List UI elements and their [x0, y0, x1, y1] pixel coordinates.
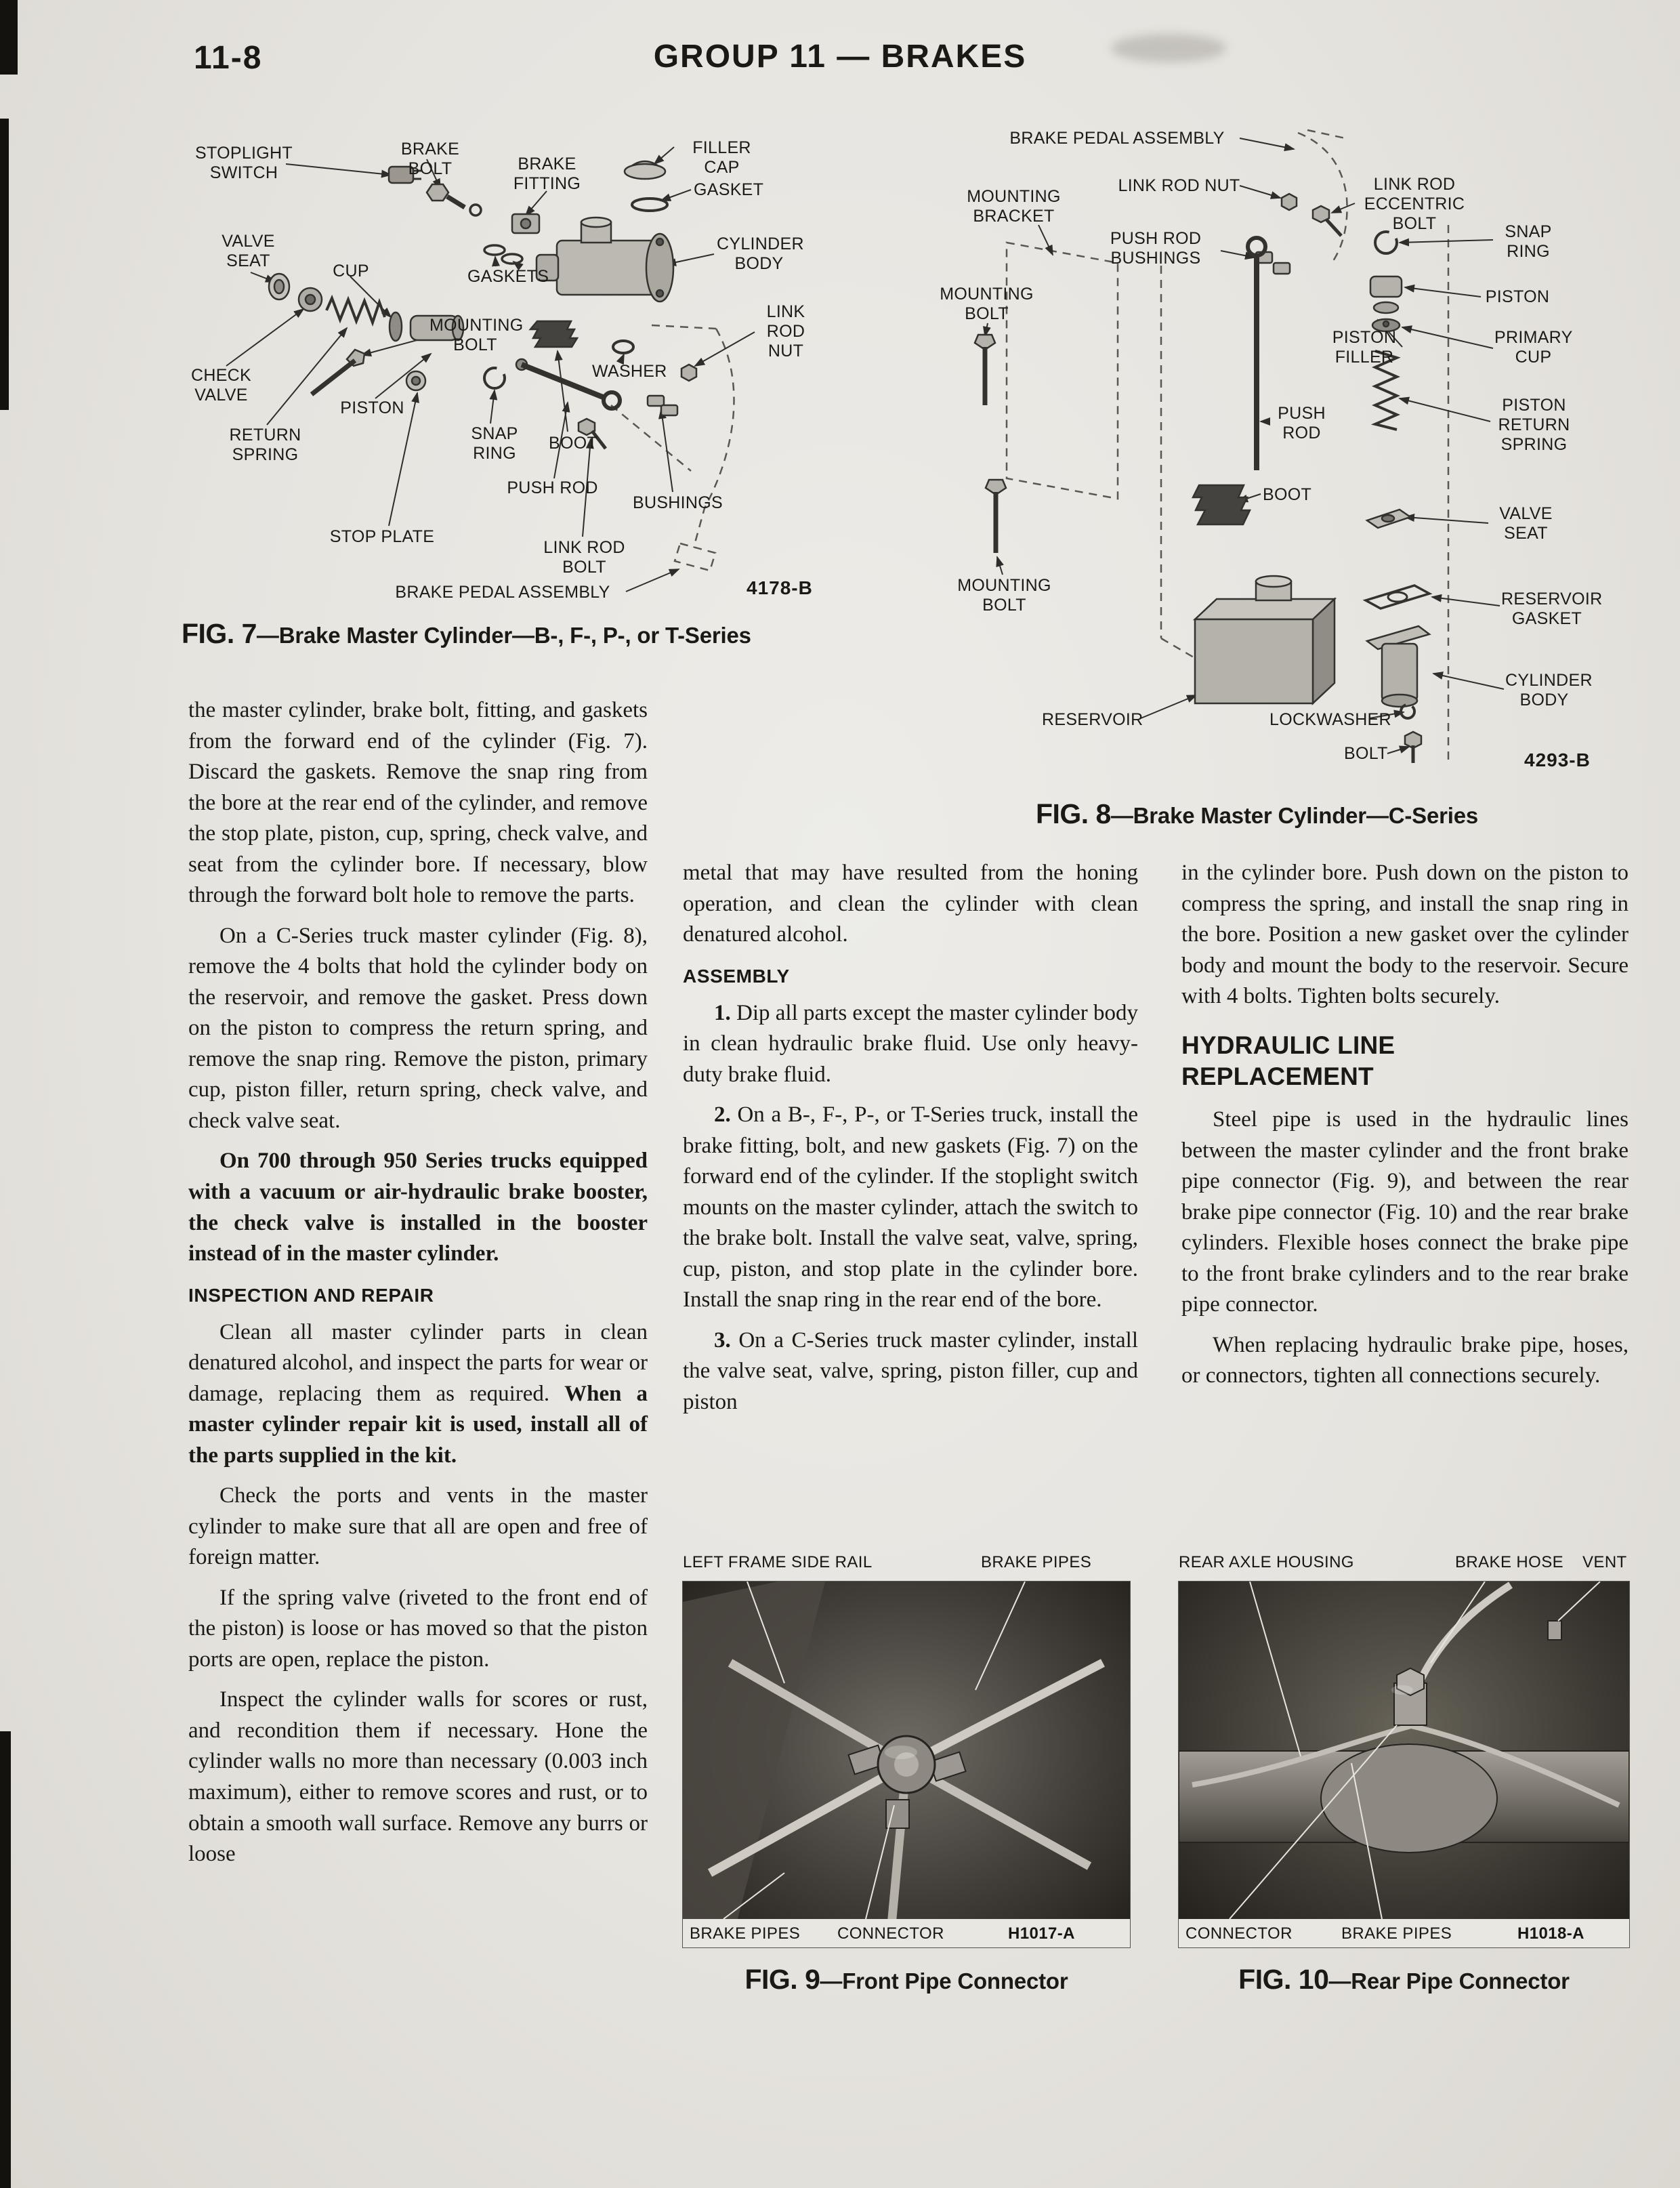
figure-7-code: 4178-B	[747, 577, 813, 598]
paragraph: in the cylinder bore. Push down on the piston to compress the spring, and install the snap ring in the bore. Position a new gasket over the cylinder body and mount the body to the reservoir. Secure with 4 bolts. Tighten bolts securely.	[1181, 861, 1629, 1009]
figure-10-number: FIG. 10	[1238, 1964, 1329, 1995]
step-paragraph	[683, 1100, 1138, 1316]
part-label-reservoir: RESERVOIR	[1042, 710, 1143, 729]
paragraph: Check the ports and vents in the master cylinder to make sure that all are open and free of foreign matter.	[188, 1483, 648, 1570]
paragraph: the master cylinder, brake bolt, fitting, and gaskets from the forward end of the cylinder (Fig. 7). Discard the gaskets. Remove the snap ring from the bore at the rear end of the cylinder, and remove the stop plate, piston, cup, spring, check valve, and seat from the cylinder bore. If necessary, blow through the forward bolt hole to remove the parts.	[188, 698, 648, 908]
fig7-exploded-diagram	[177, 129, 828, 613]
paragraph: metal that may have resulted from the honing operation, and clean the cylinder with clean denatured alcohol.	[683, 861, 1138, 947]
part-label-filler-cap: FILLER CAP	[692, 138, 751, 177]
paragraph: If the spring valve (riveted to the front end of the piston) is loose or has moved so that the piston ports are open, replace the piston.	[188, 1585, 648, 1672]
part-label-cylinder-body: CYLINDER BODY	[1505, 671, 1593, 709]
step-number: 3.	[714, 1327, 731, 1353]
scan-edge-artifact	[0, 1731, 11, 2188]
part-label-washer: WASHER	[592, 362, 667, 381]
part-label-cylinder-body: CYLINDER BODY	[717, 234, 804, 273]
figure-9-title: —Front Pipe Connector	[820, 1968, 1068, 1994]
part-label-cup: CUP	[333, 262, 369, 281]
fig8-parts	[975, 194, 1429, 763]
figure-7-number: FIG. 7	[182, 618, 257, 649]
part-label-brake-bolt: BRAKE BOLT	[400, 140, 460, 178]
part-label-valve-seat: VALVE SEAT	[222, 232, 275, 270]
part-label-mounting-bolt: MOUNTING BOLT	[429, 316, 524, 354]
step-number: 1.	[714, 1000, 731, 1025]
figure-9-number: FIG. 9	[744, 1964, 820, 1995]
step-number: 2.	[714, 1102, 731, 1128]
photo-label-brake-pipes-top: BRAKE PIPES	[981, 1553, 1092, 1571]
section-heading-assembly: ASSEMBLY	[683, 965, 790, 987]
part-label-lockwasher: LOCKWASHER	[1269, 710, 1391, 729]
rear-pipe-connector-photo	[1179, 1582, 1629, 1947]
paragraph	[188, 1317, 648, 1472]
figure-9-caption	[683, 1964, 1130, 1996]
figure-10-label-strip	[1179, 1919, 1629, 1947]
paragraph: Steel pipe is used in the hydraulic lines between the master cylinder and the front brake pipe connector (Fig. 9), and between the rear brake pipe connector (Fig. 10) and the rear brake cylinders. Flexible hoses connect the brake pipe to the front brake cylinders and to the rear brake pipe connector.	[1181, 1107, 1629, 1317]
part-label-mounting-bolt-lower: MOUNTING BOLT	[957, 576, 1051, 615]
figure-7	[177, 129, 828, 613]
photo-label-rear-axle-housing: REAR AXLE HOUSING	[1179, 1553, 1354, 1571]
step-paragraph	[683, 998, 1138, 1091]
step-text: Dip all parts except the master cylinder body in clean hydraulic brake fluid. Use only heavy-duty brake fluid.	[683, 1000, 1138, 1087]
figure-8-title: —Brake Master Cylinder—C-Series	[1110, 803, 1479, 828]
part-label-return-spring: RETURN SPRING	[229, 426, 301, 464]
part-label-push-rod: PUSH ROD	[1278, 404, 1326, 442]
part-label-piston: PISTON	[1485, 287, 1550, 306]
part-label-push-rod-bushings: PUSH ROD BUSHINGS	[1110, 229, 1202, 268]
part-label-gaskets: GASKETS	[467, 267, 549, 286]
part-label-piston-return-spring: PISTON RETURN SPRING	[1498, 396, 1570, 454]
section-heading-inspection-and-repair: INSPECTION AND REPAIR	[188, 1284, 434, 1306]
photo-label-brake-pipes-bottom: BRAKE PIPES	[1341, 1924, 1452, 1943]
photo-label-connector: CONNECTOR	[1185, 1924, 1293, 1943]
text-column-1	[188, 695, 648, 1880]
photo-label-brake-pipes-bottom: BRAKE PIPES	[690, 1924, 801, 1943]
part-label-link-rod-bolt: LINK ROD BOLT	[543, 538, 625, 577]
figure-9-photo-code: H1017-A	[1008, 1924, 1075, 1943]
figure-10-photo-code: H1018-A	[1517, 1924, 1584, 1943]
paragraph: Inspect the cylinder walls for scores or rust, and recondition them if necessary. Hone the cylinder walls no more than necessary (0.003 inch maximum), either to remove scores and rust, or to obtain a smooth wall surface. Remove any burrs or loose	[188, 1687, 648, 1867]
figure-9-photo	[683, 1582, 1130, 1947]
step-paragraph	[683, 1325, 1138, 1418]
figure-9	[683, 1553, 1130, 1995]
step-text: On a C-Series truck master cylinder, install the valve seat, valve, spring, piston filler, cup and piston	[683, 1327, 1138, 1414]
paragraph: When replacing hydraulic brake pipe, hoses, or connectors, tighten all connections securely.	[1181, 1332, 1629, 1388]
paragraph: On a C-Series truck master cylinder (Fig. 8), remove the 4 bolts that hold the cylinder body on the reservoir, and remove the gasket. Press down on the piston to compress the return spring, and remove the snap ring. Remove the piston, primary cup, piston filler, return spring, check valve, and check valve seat.	[188, 923, 648, 1133]
figure-8-number: FIG. 8	[1035, 798, 1111, 829]
part-label-bolt: BOLT	[1344, 744, 1388, 763]
figure-8	[893, 123, 1621, 791]
figure-10-caption	[1179, 1964, 1629, 1996]
page-title: GROUP 11 — BRAKES	[653, 39, 1027, 75]
figure-9-label-strip	[683, 1919, 1130, 1947]
part-label-mounting-bracket: MOUNTING BRACKET	[967, 187, 1061, 226]
front-pipe-connector-photo	[683, 1582, 1130, 1947]
part-label-valve-seat: VALVE SEAT	[1499, 504, 1553, 543]
figure-8-caption	[893, 798, 1621, 830]
part-label-gasket: GASKET	[694, 180, 764, 199]
figure-10	[1179, 1553, 1629, 1995]
part-label-mounting-bolt-upper: MOUNTING BOLT	[940, 285, 1034, 323]
part-label-piston: PISTON	[340, 398, 404, 417]
part-label-bushings: BUSHINGS	[633, 493, 723, 512]
part-label-link-rod-eccentric-bolt: LINK ROD ECCENTRIC BOLT	[1364, 175, 1465, 233]
figure-7-caption	[182, 618, 751, 650]
section-heading-hydraulic-line-replacement: HYDRAULIC LINE REPLACEMENT	[1181, 1031, 1395, 1090]
part-label-brake-pedal-assembly: BRAKE PEDAL ASSEMBLY	[1009, 129, 1225, 148]
paragraph-bold: On 700 through 950 Series trucks equipped with a vacuum or air-hydraulic brake booster, the check valve is installed in the booster instead of in the master cylinder.	[188, 1149, 648, 1266]
part-label-boot: BOOT	[549, 434, 598, 453]
figure-7-title: —Brake Master Cylinder—B-, F-, P-, or T-Series	[256, 623, 751, 648]
scan-edge-artifact	[0, 119, 9, 410]
paragraph-bold-text: When a master cylinder repair kit is used, install all of the parts supplied in the kit.	[188, 1381, 648, 1468]
page-number: 11-8	[194, 40, 263, 76]
photo-label-brake-hose: BRAKE HOSE	[1455, 1553, 1564, 1571]
part-label-stop-plate: STOP PLATE	[329, 527, 435, 546]
paragraph-text: Clean all master cylinder parts in clean denatured alcohol, and inspect the parts for wear or damage, replacing them as required.	[188, 1319, 648, 1406]
part-label-boot: BOOT	[1263, 485, 1312, 504]
part-label-reservoir-gasket: RESERVOIR GASKET	[1501, 590, 1603, 628]
part-label-link-rod-nut: LINK ROD NUT	[766, 302, 805, 360]
part-label-primary-cup: PRIMARY CUP	[1494, 328, 1573, 367]
text-column-3	[1181, 858, 1629, 1401]
photo-label-connector: CONNECTOR	[837, 1924, 944, 1943]
part-label-stoplight-switch: STOPLIGHT SWITCH	[195, 144, 293, 182]
figure-10-title: —Rear Pipe Connector	[1328, 1968, 1570, 1994]
part-label-brake-pedal-assembly: BRAKE PEDAL ASSEMBLY	[395, 583, 610, 602]
part-label-check-valve: CHECK VALVE	[190, 366, 251, 405]
photo-label-vent: VENT	[1582, 1553, 1627, 1571]
part-label-brake-fitting: BRAKE FITTING	[513, 154, 581, 193]
step-text: On a B-, F-, P-, or T-Series truck, install the brake fitting, bolt, and new gaskets (Fig. 7) on the forward end of the cylinder. If the stoplight switch mounts on the master cylinder, attach the switch to the brake bolt. Install the valve seat, valve, spring, cup, piston, and stop plate in the cylinder bore. Install the snap ring in the rear end of the bore.	[683, 1102, 1138, 1313]
text-column-2	[683, 858, 1138, 1428]
part-label-link-rod-nut: LINK ROD NUT	[1118, 176, 1240, 195]
part-label-push-rod: PUSH ROD	[507, 478, 598, 497]
figure-10-photo	[1179, 1582, 1629, 1947]
figure-8-code: 4293-B	[1524, 749, 1591, 770]
part-label-piston-filler: PISTON FILLER	[1332, 328, 1397, 367]
part-label-snap-ring: SNAP RING	[1505, 222, 1552, 261]
fig7-parts	[269, 161, 696, 449]
part-label-snap-ring: SNAP RING	[471, 424, 518, 463]
photo-label-left-frame-side-rail: LEFT FRAME SIDE RAIL	[683, 1553, 873, 1571]
